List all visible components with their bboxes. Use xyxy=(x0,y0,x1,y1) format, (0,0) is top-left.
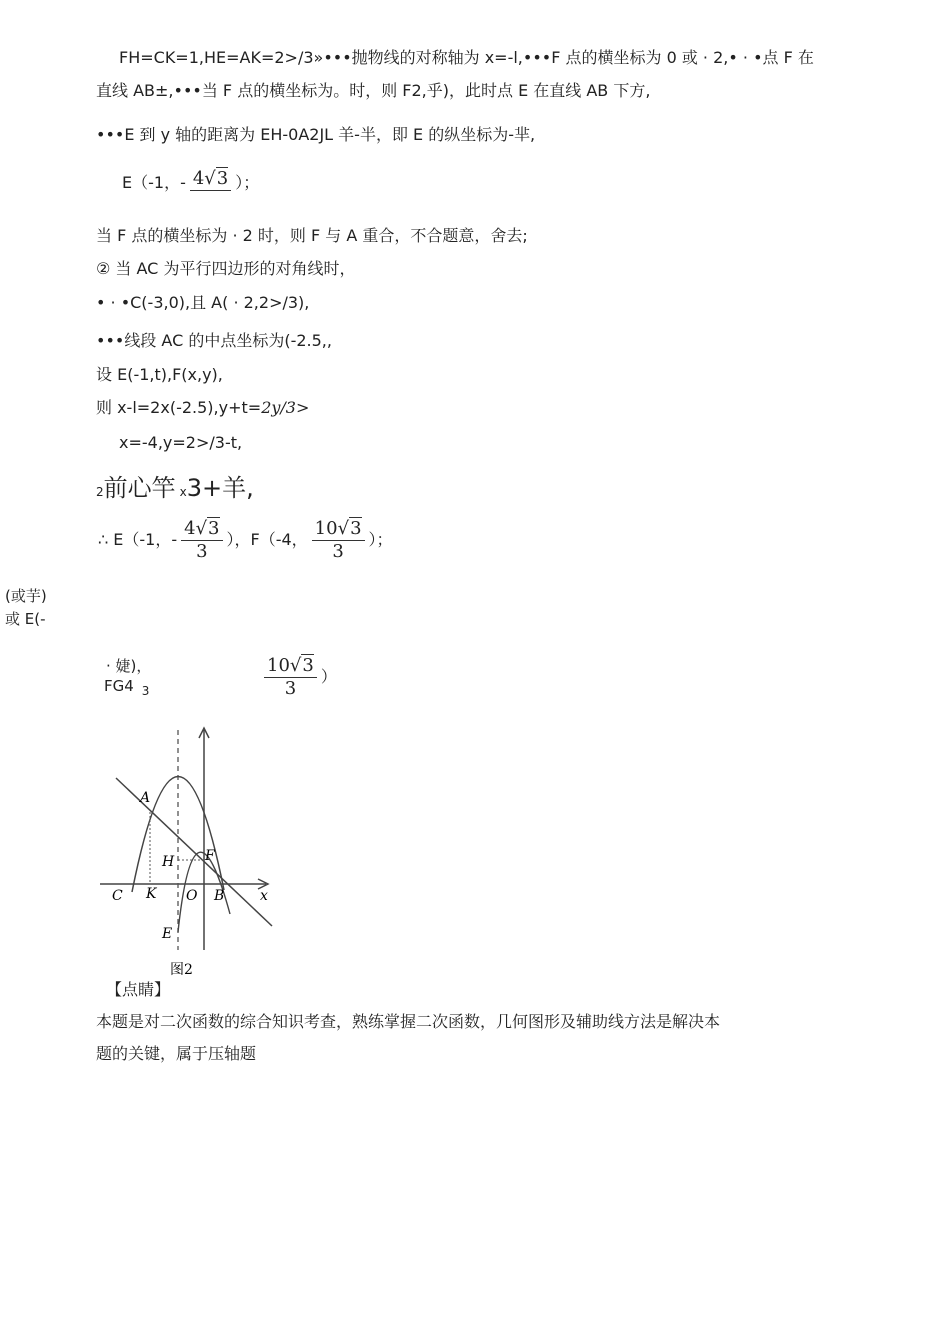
text-line-7: • · •C(-3,0),且 A( · 2,2>/3), xyxy=(96,293,310,312)
note-body-1: 本题是对二次函数的综合知识考查，熟练掌握二次函数，几何图形及辅助线方法是解决本 xyxy=(96,1012,721,1031)
text-line-3: •••E 到 y 轴的距离为 EH-0A2JL 羊-半，即 E 的纵坐标为-芈, xyxy=(96,125,536,144)
label-h: H xyxy=(162,854,175,870)
e-coord-prefix: E（-1，- xyxy=(122,173,186,192)
text-line-5: 当 F 点的横坐标为 · 2 时，则 F 与 A 重合，不合题意，舍去; xyxy=(96,226,528,245)
text-line-15: FG4 $_3$ xyxy=(104,677,150,698)
fraction-4root3-over-3: 4√3 xyxy=(190,168,231,199)
side-note-2: 或 E(- xyxy=(5,610,46,628)
label-a: A xyxy=(140,790,151,806)
label-c: C xyxy=(112,888,123,904)
side-note-1: (或芋) xyxy=(5,587,47,605)
label-e: E xyxy=(162,926,173,942)
fraction-10root3-over-3: $\frac{10√3}{3}$ xyxy=(264,655,317,700)
text-line-10: 则 x-l=2x(-2.5),y+t=2y/3> xyxy=(96,398,310,417)
text-line-8: •••线段 AC 的中点坐标为(-2.5,, xyxy=(96,331,332,350)
label-f: F xyxy=(205,848,215,864)
text-line-14: · 婕)， xyxy=(106,657,152,675)
text-line-11: x=-4,y=2>/3-t, xyxy=(119,433,243,452)
label-k: K xyxy=(146,886,157,902)
e-coord-suffix: ）； xyxy=(235,173,260,192)
text-line-14-fraction: $\frac{10√3}{3}$ ） xyxy=(260,650,337,704)
fraction-4root3-over-3: $\frac{4√3}{3}$ xyxy=(181,518,222,563)
text-line-6: ② 当 AC 为平行四边形的对角线时， xyxy=(96,259,356,278)
text-line-2: 直线 AB±,•••当 F 点的横坐标为。时，则 F2,乎)，此时点 E 在直线 AB 下方, xyxy=(96,81,651,100)
text-line-12: 2前心竿 x3+羊, xyxy=(96,474,254,502)
text-line-9: 设 E(-1,t),F(x,y), xyxy=(96,365,223,384)
label-o: O xyxy=(186,888,198,904)
note-title: 【点睛】 xyxy=(106,980,171,999)
figure-caption: 图2 xyxy=(170,962,193,978)
label-b: B xyxy=(214,888,225,904)
text-line-1: FH=CK=1,HE=AK=2>/3»•••抛物线的对称轴为 x=-l,•••F 点的横坐标为 0 或 · 2,• · •点 F 在 xyxy=(119,48,814,67)
label-x: x xyxy=(260,888,268,904)
text-line-13: ∴ E（-1，- $\frac{4√3}{3}$ ），F（-4， $\frac{10√3}{3}$ ）； xyxy=(98,518,393,562)
text-line-4 xyxy=(122,158,259,208)
parabola-figure xyxy=(94,722,294,982)
fraction-10root3-over-3: $\frac{10√3}{3}$ xyxy=(312,518,365,563)
note-body-2: 题的关键，属于压轴题 xyxy=(96,1044,257,1063)
